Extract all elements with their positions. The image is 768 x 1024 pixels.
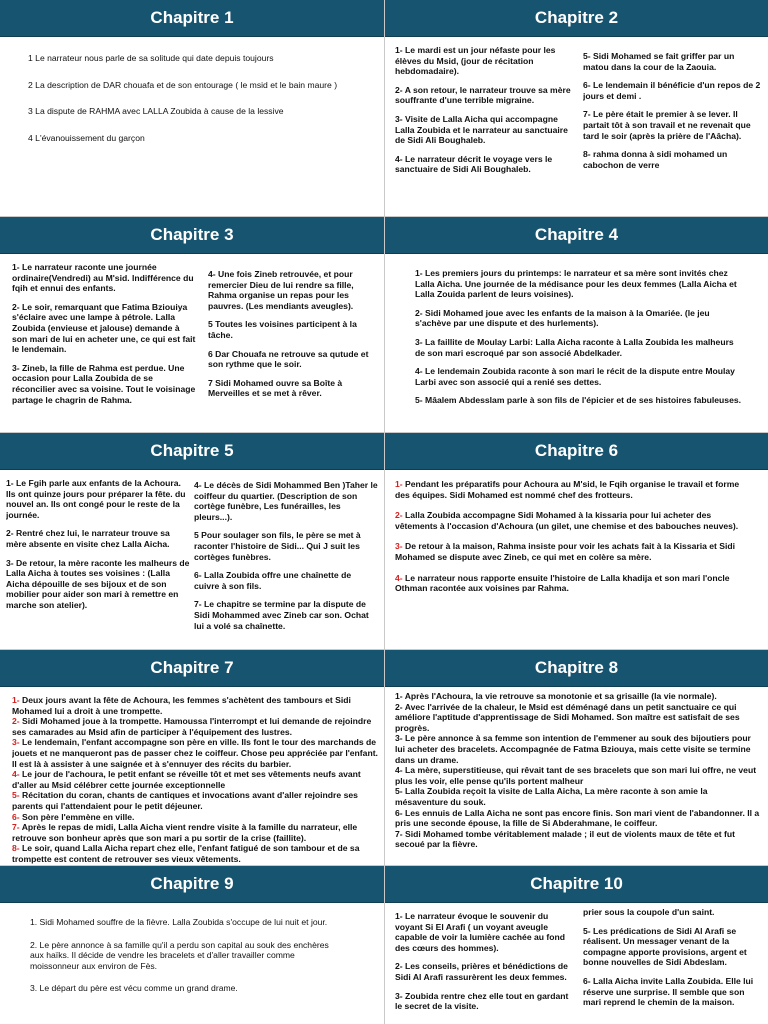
chapter-10-item: 1- Le narrateur évoque le souvenir du voyant Si El Arafi ( un voyant aveugle capable de voir la lumière cachée au fond des cœurs des hommes).	[395, 911, 566, 953]
item-number: 5-	[12, 790, 20, 801]
chapter-4-item: 5- Mâalem Abdesslam parle à son fils de l'épicier et de ses histoires fabuleuses.	[415, 395, 742, 406]
chapter-10-title: Chapitre 10	[385, 866, 768, 903]
item-text: Pendant les préparatifs pour Achoura au M'sid, le Fqih organise le travail et forme des équipes. Sidi Mohamed est nommé chef des frotteurs.	[395, 479, 740, 500]
chapter-8-item: 5- Lalla Zoubida reçoit la visite de Lalla Aicha, La mère raconte à son amie la mésaventure du souk.	[395, 786, 708, 807]
chapter-2-item: 7- Le père était le premier à se lever. Il partait tôt à son travail et ne revenait que tard le soir (après la prière de l'Aâcha).	[583, 109, 751, 141]
chapter-9-panel	[0, 866, 385, 1024]
chapter-2-item: 4- Le narrateur décrit le voyage vers le sanctuaire de Sidi Ali Boughaleb.	[395, 153, 553, 175]
item-text: De retour à la maison, Rahma insiste pour voir les achats fait à la Kissaria et Sidi Mohamed se dispute avec Zineb, ce qui met en colère sa mère.	[395, 541, 736, 562]
item-text: Récitation du coran, chants de cantiques et invocations avant d'aller rejoindre ses parents qui l'attendaient pour le petit déjeuner.	[12, 790, 358, 811]
chapter-1-item: 1 Le narrateur nous parle de sa solitude qui date depuis toujours	[28, 53, 274, 63]
chapter-4-item: 4- Le lendemain Zoubida raconte à son mari le récit de la dispute entre Moulay Larbi avec son associé qui a renié ses dettes.	[415, 366, 735, 387]
chapter-10-item: 2- Les conseils, prières et bénédictions de Sidi Al Arafi rassurèrent les deux femmes.	[395, 961, 568, 982]
chapter-4-item: 2- Sidi Mohamed joue avec les enfants de la maison à la Omariée. (le jeu s'achève par une dispute et des hurlements).	[415, 307, 710, 329]
chapter-10-item: prier sous la coupole d'un saint.	[583, 907, 715, 917]
chapter-10-item: 3- Zoubida rentre chez elle tout en gardant le secret de la visite.	[395, 990, 569, 1012]
item-text: Le jour de l'achoura, le petit enfant se réveille tôt et met ses vêtements neufs avant d'aller au Msid célébrer cette journée exceptionnelle	[12, 769, 361, 790]
item-number: 2-	[395, 510, 403, 521]
chapter-3-item: 1- Le narrateur raconte une journée ordinaire(Vendredi) au M'sid. Indifférence du fqih et ennui des enfants.	[12, 262, 194, 294]
chapter-4-item: 1- Les premiers jours du printemps: le narrateur et sa mère sont invités chez Lalla Aicha. Une journée de la médisance pour les deux femmes (Lalla Aicha et Lalla Zouida parlent de leurs voisines).	[415, 268, 737, 300]
chapter-5-item: 3- De retour, la mère raconte les malheurs de Lalla Aicha à toutes ses voisines : (Lalla Aicha dépouille de ses bijoux et de son mobilier pour aider son mari à remettre en marche son atelier).	[6, 557, 190, 610]
chapter-6-item	[395, 510, 756, 531]
item-text: Sidi Mohamed joue à la trompette. Hamoussa l'interrompt et lui demande de rejoindre ses camarades au Msid afin de participer à l'équipement des lustres.	[12, 716, 372, 737]
chapter-7-item	[12, 716, 378, 737]
item-text: Lalla Zoubida accompagne Sidi Mohamed à la kissaria pour lui acheter des vêtements à l'occasion d'Achoura (un gilet, une chemise et des babouches neuves).	[395, 510, 739, 531]
chapter-2-title: Chapitre 2	[385, 0, 768, 37]
chapter-4-item: 3- La faillite de Moulay Larbi: Lalla Aicha raconte à Lalla Zoubida les malheurs de son mari escroqué par son associé Abdelkader.	[415, 336, 734, 358]
chapter-8-item: 1- Après l'Achoura, la vie retrouve sa monotonie et sa grisaille (la vie normale).	[395, 691, 717, 701]
chapter-5-item: 6- Lalla Zoubida offre une chaînette de cuivre à son fils.	[194, 570, 352, 591]
item-number: 7-	[12, 822, 20, 833]
chapter-2-panel	[385, 0, 768, 217]
chapter-3-item: 2- Le soir, remarquant que Fatima Bziouiya s'éclaire avec une lampe à pétrole. Lalla Zoubida (envieuse et jalouse) demande à son mari de lui en acheter une, ce qui est fait le lendemain.	[12, 301, 196, 355]
item-text: Le lendemain, l'enfant accompagne son père en ville. Ils font le tour des marchands de jouets et ne manqueront pas de passer chez le coiffeur. Chose peu appréciée par l'enfant. Il est là à assister à une saignée et à s'ennuyer des récits du barbier.	[12, 737, 378, 769]
chapter-5-item: 2- Rentré chez lui, le narrateur trouve sa mère absente en visite chez Lalla Aicha.	[6, 528, 170, 549]
chapter-2-item: 5- Sidi Mohamed se fait griffer par un matou dans la cour de la Zaouia.	[583, 51, 735, 72]
item-number: 3-	[12, 737, 20, 748]
chapter-3-item: 4- Une fois Zineb retrouvée, et pour remercier Dieu de lui rendre sa fille, Rahma organise un repas pour les pauvres. (Les mendiants aveugles).	[208, 269, 354, 311]
chapter-3-title: Chapitre 3	[0, 217, 384, 254]
chapter-7-panel	[0, 650, 385, 866]
chapter-9-item: 3. Le départ du père est vécu comme un grand drame.	[30, 983, 238, 994]
chapter-2-item: 6- Le lendemain il bénéficie d'un repos de 2 jours et demi .	[583, 80, 761, 101]
chapter-5-item: 1- Le Fgih parle aux enfants de la Achoura. Ils ont quinze jours pour préparer la fête. du nouvel an. Ils ont congé pour le reste de la journée.	[6, 478, 186, 520]
chapter-8-item: 2- Avec l'arrivée de la chaleur, le Msid est déménagé dans un petit sanctuaire ce qui améliore l'aptitude d'apprentissage de Sidi Mohamed. Son maître est satisfait de ses progrès.	[395, 701, 740, 733]
chapter-9-item: 2. Le père annonce à sa famille qu'il a perdu son capital au souk des enchères aux haïks. Il décide de vendre les bracelets et d'aller travailler comme moissonneur aux environ de Fès.	[30, 939, 329, 971]
chapter-6-title: Chapitre 6	[385, 433, 768, 470]
chapter-1-title: Chapitre 1	[0, 0, 384, 37]
chapter-3-item: 5 Toutes les voisines participent à la tâche.	[208, 319, 357, 340]
chapter-8-item: 7- Sidi Mohamed tombe véritablement malade ; il eut de violents maux de tête et fut secoué par la fièvre.	[395, 828, 736, 850]
chapter-8-item: 4- La mère, superstitieuse, qui rêvait tant de ses bracelets que son mari lui offre, ne veut plus les voir, elle pense qu'ils portent malheur	[395, 765, 757, 786]
chapter-5-item: 7- Le chapitre se termine par la dispute de Sidi Mohammed avec Zineb car son. Ochat lui a volé sa chaînette.	[194, 599, 369, 631]
item-text: Après le repas de midi, Lalla Aicha vient rendre visite à la famille du narrateur, elle retrouve son bonheur après que son mari a pu sortir de la crise (faillite).	[12, 822, 358, 843]
chapter-2-item: 8- rahma donna à sidi mohamed un cabochon de verre	[583, 149, 728, 170]
item-text: Deux jours avant la fête de Achoura, les femmes s'achètent des tambours et Sidi Mohamed lui a droit à une trompette.	[12, 695, 351, 716]
item-text: Son père l'emmène en ville.	[19, 811, 135, 822]
chapter-2-item: 2- A son retour, le narrateur trouve sa mère souffrante d'une terrible migraine.	[395, 84, 571, 106]
item-text: Le soir, quand Lalla Aicha repart chez elle, l'enfant fatigué de son tambour et de sa trompette est content de retrouver ses vieux vêtements.	[12, 843, 360, 864]
chapter-7-item	[12, 843, 378, 864]
chapter-5-panel	[0, 433, 385, 650]
chapter-1-item: 2 La description de DAR chouafa et de son entourage ( le msid et le bain maure )	[28, 79, 338, 90]
chapter-7-item	[12, 695, 378, 716]
chapter-3-panel	[0, 217, 385, 433]
item-text: Le narrateur nous rapporte ensuite l'histoire de Lalla khadija et son mari l'oncle Othman racontée aux voisines par Rahma.	[395, 572, 730, 594]
item-number: 4-	[395, 572, 403, 583]
chapter-8-panel	[385, 650, 768, 866]
chapter-8-item: 3- Le père annonce à sa femme son intention de l'emmener au souk des bijoutiers pour lui acheter des bracelets. Accompagnée de Fatma Bziouya, mais cette visite se termine dans un drame.	[395, 733, 751, 765]
chapter-7-item	[12, 769, 378, 790]
chapter-8-item: 6- Les ennuis de Lalla Aicha ne sont pas encore finis. Son mari vient de l'abandonner. Il a pris une seconde épouse, la fille de Si Abderahmane, le coiffeur.	[395, 807, 760, 829]
chapter-4-panel	[385, 217, 768, 433]
chapter-2-item: 1- Le mardi est un jour néfaste pour les élèves du Msid, (jour de récitation hebdomadaire).	[395, 45, 556, 77]
chapter-3-item: 7 Sidi Mohamed ouvre sa Boîte à Merveilles et se met à rêver.	[208, 377, 343, 399]
chapter-7-item	[12, 822, 378, 843]
chapter-4-title: Chapitre 4	[385, 217, 768, 254]
chapter-5-title: Chapitre 5	[0, 433, 384, 470]
chapter-10-item: 5- Les prédications de Sidi Al Arafi se réalisent. Un messager venant de la compagne apporte provisions, argent et bonne nouvelles de Sidi Abdeslam.	[583, 925, 747, 968]
chapter-1-panel	[0, 0, 385, 217]
chapter-3-item: 6 Dar Chouafa ne retrouve sa qutude et son rythme que le soir.	[208, 348, 369, 370]
chapter-7-title: Chapitre 7	[0, 650, 384, 687]
chapter-10-item: 6- Lalla Aicha invite Lalla Zoubida. Elle lui réserve une surprise. Il semble que son mari reprend le chemin de la maison.	[583, 975, 754, 1008]
chapter-7-item	[12, 737, 378, 769]
chapter-7-item	[12, 812, 378, 823]
item-number: 6-	[12, 811, 20, 822]
chapter-5-item: 4- Le décès de Sidi Mohammed Ben )Taher le coiffeur du quartier. (Description de son cortège funèbre, Les funérailles, les pleurs...).	[194, 480, 378, 522]
chapter-8-title: Chapitre 8	[385, 650, 768, 687]
chapter-6-item	[395, 479, 756, 500]
chapter-10-panel	[385, 866, 768, 1024]
chapter-1-item: 3 La dispute de RAHMA avec LALLA Zoubida à cause de la lessive	[28, 106, 284, 117]
chapter-9-item: 1. Sidi Mohamed souffre de la fièvre. Lalla Zoubida s'occupe de lui nuit et jour.	[30, 917, 328, 927]
chapter-6-item	[395, 541, 756, 562]
item-number: 1-	[395, 479, 403, 489]
chapter-5-item: 5 Pour soulager son fils, le père se met à raconter l'histoire de Sidi... Qui J suit les cortèges funèbres.	[194, 530, 361, 562]
item-number: 2-	[12, 716, 20, 727]
item-number: 8-	[12, 843, 20, 854]
chapter-2-item: 3- Visite de Lalla Aicha qui accompagne Lalla Zoubida et le narrateur au sanctuaire de Sidi Ali Boughaleb.	[395, 113, 568, 146]
chapter-1-item: 4 L'évanouissement du garçon	[28, 132, 145, 143]
chapter-3-item: 3- Zineb, la fille de Rahma est perdue. Une occasion pour Lalla Zoubida de se réconcilier avec sa voisine. Tout le voisinage partage le chagrin de Rahma.	[12, 362, 196, 405]
chapter-6-panel	[385, 433, 768, 650]
chapter-7-item	[12, 790, 378, 811]
chapter-9-title: Chapitre 9	[0, 866, 384, 903]
chapter-6-item	[395, 573, 756, 594]
item-number: 1-	[12, 695, 20, 705]
item-number: 4-	[12, 769, 20, 780]
item-number: 3-	[395, 541, 403, 552]
